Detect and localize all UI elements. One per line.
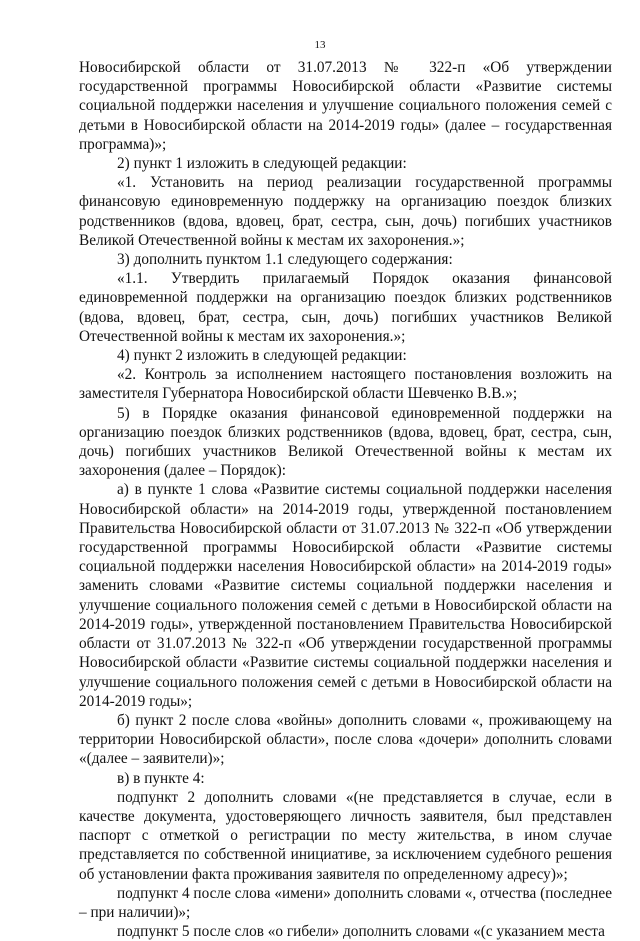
paragraph: «2. Контроль за исполнением настоящего постановления возложить на заместителя Губернатора Новосибирской области Шевченко В.В.»;: [79, 366, 612, 403]
paragraph: 4) пункт 2 изложить в следующей редакции:: [117, 347, 407, 365]
paragraph: Новосибирской области от 31.07.2013 № 322-п «Об утверждении государственной программы Новосибирской области «Развитие системы социальной поддержки населения и улучшение социального положения семей с детьми в Новосибирской области на 2014-2019 годы» (далее – государственная программа)»;: [79, 59, 612, 153]
document-body: [79, 58, 612, 941]
paragraph: б) пункт 2 после слова «войны» дополнить словами «, проживающему на территории Новосибирской области», после слова «дочери» дополнить словами «(далее – заявители)»;: [79, 711, 612, 768]
paragraph: 3) дополнить пунктом 1.1 следующего содержания:: [117, 251, 453, 269]
paragraph: «1.1. Утвердить прилагаемый Порядок оказания финансовой единовременной поддержки на организацию поездок близких родственников (вдова, вдовец, брат, сестра, сын, дочь) погибших участников Великой Отечественной войны к местам их захоронения.»;: [79, 270, 612, 345]
page-number: 13: [314, 39, 326, 51]
paragraph: «1. Установить на период реализации государственной программы финансовую единовременную поддержку на организацию поездок близких родственников (вдова, вдовец, брат, сестра, сын, дочь) погибших участников Великой Отечественной войны к местам их захоронения.»;: [79, 174, 612, 249]
paragraph: подпункт 5 после слов «о гибели» дополнить словами «(с указанием места: [117, 923, 605, 941]
paragraph: а) в пункте 1 слова «Развитие системы социальной поддержки населения Новосибирской области» на 2014-2019 годы, утвержденной постановлением Правительства Новосибирской области от 31.07.2013 № 322-п «Об утверждении государственной программы Новосибирской области «Развитие системы социальной поддержки населения Новосибирской области» на 2014-2019 годы» заменить словами «Развитие системы социальной поддержки населения и улучшение социального положения семей с детьми в Новосибирской области на 2014-2019 годы», утвержденной постановлением Правительства Новосибирской области от 31.07.2013 № 322-п «Об утверждении государственной программы Новосибирской области «Развитие системы социальной поддержки населения и улучшение социального положения семей с детьми в Новосибирской области на 2014-2019 годы»;: [79, 481, 612, 710]
paragraph: подпункт 4 после слова «имени» дополнить словами «, отчества (последнее – при наличии)»;: [79, 884, 612, 921]
paragraph: в) в пункте 4:: [117, 769, 205, 787]
paragraph: 5) в Порядке оказания финансовой единовременной поддержки на организацию поездок близких родственников (вдова, вдовец, брат, сестра, сын, дочь) погибших участников Великой Отечественной войны к местам их захоронения (далее – Порядок):: [79, 404, 612, 480]
paragraph: 2) пункт 1 изложить в следующей редакции:: [117, 155, 407, 173]
paragraph: подпункт 2 дополнить словами «(не представляется в случае, если в качестве документа, удостоверяющего личность заявителя, был представлен паспорт с отметкой о регистрации по месту жительства, в ином случае представляется по собственной инициативе, за исключением судебного решения об установлении факта проживания заявителя по определенному адресу)»;: [79, 788, 612, 883]
